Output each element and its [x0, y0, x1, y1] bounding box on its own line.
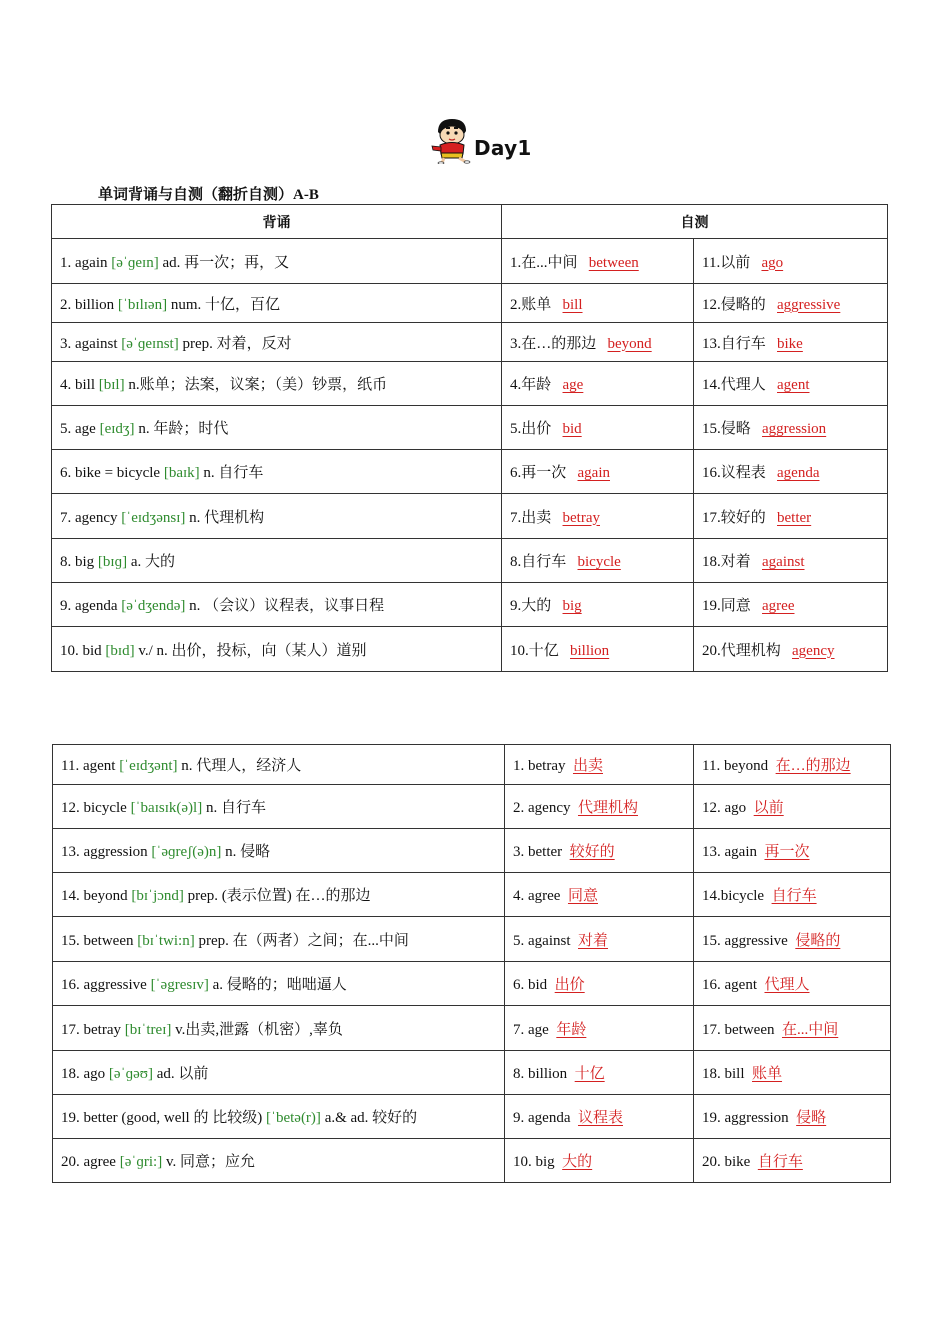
recite-cell	[52, 627, 502, 672]
word: 3. against	[60, 335, 118, 352]
definition: a. 侵略的；咄咄逼人	[212, 977, 347, 993]
word: 15. between	[61, 932, 134, 949]
selftest-cell	[694, 873, 891, 917]
word: 10. bid	[60, 642, 102, 659]
answer: 十亿	[574, 1066, 605, 1082]
selftest-cell	[505, 962, 694, 1006]
prompt: 2.账单	[510, 296, 552, 313]
recite-cell	[52, 362, 502, 406]
definition: n. 年龄；时代	[138, 421, 229, 437]
header-recite: 背诵	[52, 205, 502, 239]
table-row	[53, 1051, 891, 1095]
answer: aggression	[762, 421, 827, 437]
selftest-cell	[505, 1095, 694, 1139]
table-row	[53, 785, 891, 829]
prompt: 18. bill	[702, 1066, 745, 1082]
prompt: 19. aggression	[702, 1110, 789, 1126]
answer: 出价	[554, 977, 585, 993]
answer: 年龄	[556, 1021, 587, 1038]
selftest-cell	[502, 239, 694, 284]
prompt: 20.代理机构	[702, 642, 781, 659]
word: 6. bike = bicycle	[60, 465, 161, 481]
recite-cell	[52, 450, 502, 494]
word: 2. billion	[60, 296, 115, 313]
definition: num. 十亿，百亿	[170, 296, 280, 313]
prompt: 6. bid	[513, 977, 548, 993]
table-row	[52, 539, 888, 583]
recite-cell	[53, 1006, 505, 1051]
recite-cell	[53, 1139, 505, 1183]
table-row	[53, 873, 891, 917]
definition: v.出卖,泄露（机密）,辜负	[175, 1021, 343, 1038]
recite-cell	[53, 962, 505, 1006]
table-row	[52, 494, 888, 539]
answer: 出卖	[572, 758, 603, 774]
table-row	[52, 284, 888, 323]
phonetic: [ˈeɪdʒənt]	[119, 758, 178, 774]
table-header-row	[52, 205, 888, 239]
answer: betray	[562, 509, 600, 526]
prompt: 10. big	[513, 1154, 555, 1170]
phonetic: [əˈɡeɪnst]	[121, 335, 179, 352]
selftest-cell	[694, 406, 888, 450]
answer: ago	[761, 254, 784, 271]
prompt: 9. agenda	[513, 1110, 571, 1126]
prompt: 3. better	[513, 844, 563, 860]
selftest-cell	[694, 785, 891, 829]
prompt: 5.出价	[510, 421, 552, 437]
definition: a.& ad. 较好的	[324, 1110, 418, 1126]
table-row	[52, 239, 888, 284]
selftest-cell	[694, 450, 888, 494]
table-row	[53, 1139, 891, 1183]
word: 11. agent	[61, 758, 116, 774]
word: 4. bill	[60, 377, 96, 393]
table-row	[52, 323, 888, 362]
answer: 议程表	[577, 1110, 623, 1126]
answer: 在...中间	[781, 1021, 839, 1038]
answer: age	[562, 377, 584, 393]
definition: n.账单；法案，议案；（美）钞票，纸币	[128, 377, 388, 393]
definition: ad. 再一次；再，又	[162, 254, 290, 271]
answer: agent	[777, 377, 810, 393]
prompt: 20. bike	[702, 1154, 751, 1170]
word: 17. betray	[61, 1021, 121, 1038]
vocab-table-1	[51, 204, 888, 672]
phonetic: [bɪɡ]	[97, 554, 128, 570]
recite-cell	[53, 1095, 505, 1139]
table-row	[53, 1006, 891, 1051]
answer: agree	[762, 598, 795, 614]
answer: 再一次	[764, 844, 810, 860]
phonetic: [əˈɡeɪn]	[111, 254, 159, 271]
word: 14. beyond	[61, 888, 128, 904]
recite-cell	[53, 785, 505, 829]
answer: 在…的那边	[775, 758, 851, 774]
answer: big	[562, 598, 582, 614]
answer: beyond	[607, 335, 652, 352]
definition: n. 代理机构	[189, 509, 265, 526]
answer: 对着	[578, 932, 609, 949]
word: 13. aggression	[61, 844, 148, 860]
selftest-cell	[505, 1051, 694, 1095]
selftest-cell	[694, 1095, 891, 1139]
prompt: 8.自行车	[510, 554, 567, 570]
recite-cell	[52, 239, 502, 284]
recite-cell	[52, 583, 502, 627]
selftest-cell	[694, 323, 888, 362]
header-selftest: 自测	[502, 205, 888, 239]
selftest-cell	[505, 829, 694, 873]
phonetic: [bɪˈtwi:n]	[137, 932, 195, 949]
prompt: 10.十亿	[510, 642, 559, 659]
word: 16. aggressive	[61, 977, 147, 993]
prompt: 5. against	[513, 932, 571, 949]
phonetic: [bɪl]	[98, 377, 125, 393]
definition: prep. 在（两者）之间；在...中间	[198, 932, 409, 949]
prompt: 19.同意	[702, 598, 751, 614]
table-row	[52, 450, 888, 494]
selftest-cell	[505, 1139, 694, 1183]
recite-cell	[52, 494, 502, 539]
selftest-cell	[694, 627, 888, 672]
selftest-cell	[694, 494, 888, 539]
recite-cell	[53, 829, 505, 873]
word: 8. big	[60, 554, 95, 570]
answer: 账单	[752, 1066, 783, 1082]
phonetic: [bɪˈtreɪ]	[124, 1021, 172, 1038]
phonetic: [əˈɡəʊ]	[108, 1066, 153, 1082]
phonetic: [ˈbetə(r)]	[265, 1110, 321, 1126]
definition: n. 代理人，经济人	[181, 758, 302, 774]
answer: 自行车	[757, 1154, 803, 1170]
cartoon-boy-mascot-icon	[428, 116, 474, 164]
selftest-cell	[505, 1006, 694, 1051]
definition: prep. 对着，反对	[182, 335, 292, 352]
answer: aggressive	[777, 296, 841, 313]
phonetic: [ˈəgresɪv]	[150, 977, 209, 993]
title-block	[428, 114, 532, 164]
table-row	[52, 406, 888, 450]
recite-cell	[53, 1051, 505, 1095]
table-row	[53, 917, 891, 962]
selftest-cell	[694, 962, 891, 1006]
prompt: 17.较好的	[702, 509, 766, 526]
prompt: 9.大的	[510, 598, 552, 614]
prompt: 16.议程表	[702, 465, 766, 481]
word: 20. agree	[61, 1154, 116, 1170]
answer: bill	[562, 296, 583, 313]
recite-cell	[53, 745, 505, 785]
selftest-cell	[694, 284, 888, 323]
answer: again	[577, 465, 610, 481]
prompt: 14.bicycle	[702, 888, 765, 904]
word: 7. agency	[60, 509, 118, 526]
definition: a. 大的	[130, 554, 176, 570]
answer: 代理机构	[577, 800, 638, 816]
selftest-cell	[694, 917, 891, 962]
recite-cell	[52, 284, 502, 323]
answer: bid	[562, 421, 582, 437]
word: 1. again	[60, 254, 108, 271]
selftest-cell	[694, 239, 888, 284]
recite-cell	[52, 406, 502, 450]
definition: n. 侵略	[225, 844, 271, 860]
prompt: 8. billion	[513, 1066, 568, 1082]
selftest-cell	[694, 1006, 891, 1051]
phonetic: [ˈeɪdʒənsɪ]	[121, 509, 186, 526]
phonetic: [baɪk]	[163, 465, 200, 481]
answer: between	[588, 254, 639, 271]
prompt: 17. between	[702, 1021, 775, 1038]
answer: 同意	[567, 888, 598, 904]
word: 18. ago	[61, 1066, 106, 1082]
selftest-cell	[502, 539, 694, 583]
recite-cell	[53, 917, 505, 962]
definition: prep. (表示位置) 在…的那边	[187, 888, 371, 904]
selftest-cell	[502, 450, 694, 494]
definition: v. 同意；应允	[165, 1154, 255, 1170]
prompt: 6.再一次	[510, 465, 567, 481]
selftest-cell	[502, 583, 694, 627]
answer: 侵略	[796, 1110, 827, 1126]
table-row	[52, 583, 888, 627]
selftest-cell	[694, 1139, 891, 1183]
phonetic: [bɪd]	[105, 642, 135, 659]
prompt: 13. again	[702, 844, 757, 860]
prompt: 16. agent	[702, 977, 757, 993]
phonetic: [ˈbaɪsɪk(ə)l]	[130, 800, 203, 816]
prompt: 11.以前	[702, 254, 751, 271]
word: 9. agenda	[60, 598, 118, 614]
answer: 大的	[562, 1154, 593, 1170]
selftest-cell	[502, 323, 694, 362]
selftest-cell	[502, 284, 694, 323]
definition: n. （会议）议程表，议事日程	[189, 598, 385, 614]
phonetic: [bɪˈjɔnd]	[131, 888, 184, 904]
selftest-cell	[694, 1051, 891, 1095]
selftest-cell	[502, 627, 694, 672]
prompt: 3.在…的那边	[510, 335, 597, 352]
table-row	[53, 829, 891, 873]
phonetic: [ˈəɡreʃ(ə)n]	[151, 844, 222, 860]
phonetic: [əˈdʒendə]	[121, 598, 186, 614]
phonetic: [ˈbɪlɪən]	[117, 296, 168, 313]
prompt: 11. beyond	[702, 758, 769, 774]
definition: v./ n. 出价，投标，向（某人）道别	[138, 642, 367, 659]
table-row	[53, 962, 891, 1006]
prompt: 13.自行车	[702, 335, 766, 352]
selftest-cell	[502, 494, 694, 539]
definition: ad. 以前	[156, 1066, 209, 1082]
selftest-cell	[505, 785, 694, 829]
prompt: 12.侵略的	[702, 296, 766, 313]
table-row	[52, 627, 888, 672]
prompt: 15. aggressive	[702, 932, 788, 949]
selftest-cell	[694, 829, 891, 873]
prompt: 2. agency	[513, 800, 571, 816]
selftest-cell	[694, 745, 891, 785]
selftest-cell	[694, 362, 888, 406]
selftest-cell	[505, 745, 694, 785]
answer: 以前	[753, 800, 784, 816]
prompt: 12. ago	[702, 800, 747, 816]
table-row	[53, 745, 891, 785]
table-row	[52, 362, 888, 406]
selftest-cell	[502, 362, 694, 406]
answer: agency	[792, 642, 835, 659]
answer: agenda	[777, 465, 820, 481]
answer: 代理人	[764, 977, 810, 993]
answer: against	[762, 554, 805, 570]
recite-cell	[52, 323, 502, 362]
answer: bicycle	[577, 554, 621, 570]
recite-cell	[52, 539, 502, 583]
prompt: 7.出卖	[510, 509, 552, 526]
prompt: 14.代理人	[702, 377, 766, 393]
selftest-cell	[505, 873, 694, 917]
selftest-cell	[502, 406, 694, 450]
selftest-cell	[694, 583, 888, 627]
phonetic: [əˈɡri:]	[119, 1154, 163, 1170]
vocab-table-2	[52, 744, 891, 1183]
selftest-cell	[694, 539, 888, 583]
answer: 较好的	[569, 844, 615, 860]
answer: 自行车	[771, 888, 817, 904]
prompt: 7. age	[513, 1021, 549, 1038]
word: 19. better (good, well 的 比较级)	[61, 1110, 263, 1126]
definition: n. 自行车	[203, 465, 264, 481]
definition: n. 自行车	[205, 800, 266, 816]
prompt: 15.侵略	[702, 421, 751, 437]
answer: billion	[570, 642, 610, 659]
prompt: 1.在...中间	[510, 254, 578, 271]
prompt: 4.年龄	[510, 377, 552, 393]
table-row	[53, 1095, 891, 1139]
word: 5. age	[60, 421, 96, 437]
recite-cell	[53, 873, 505, 917]
phonetic: [eɪdʒ]	[99, 421, 135, 437]
prompt: 18.对着	[702, 554, 751, 570]
answer: bike	[777, 335, 803, 352]
word: 12. bicycle	[61, 800, 127, 816]
prompt: 4. agree	[513, 888, 561, 904]
selftest-cell	[505, 917, 694, 962]
page-title: Day1	[474, 136, 532, 160]
section-subtitle: 单词背诵与自测（翻折自测）A-B	[98, 187, 319, 203]
answer: better	[777, 509, 812, 526]
answer: 侵略的	[795, 932, 841, 949]
prompt: 1. betray	[513, 758, 566, 774]
